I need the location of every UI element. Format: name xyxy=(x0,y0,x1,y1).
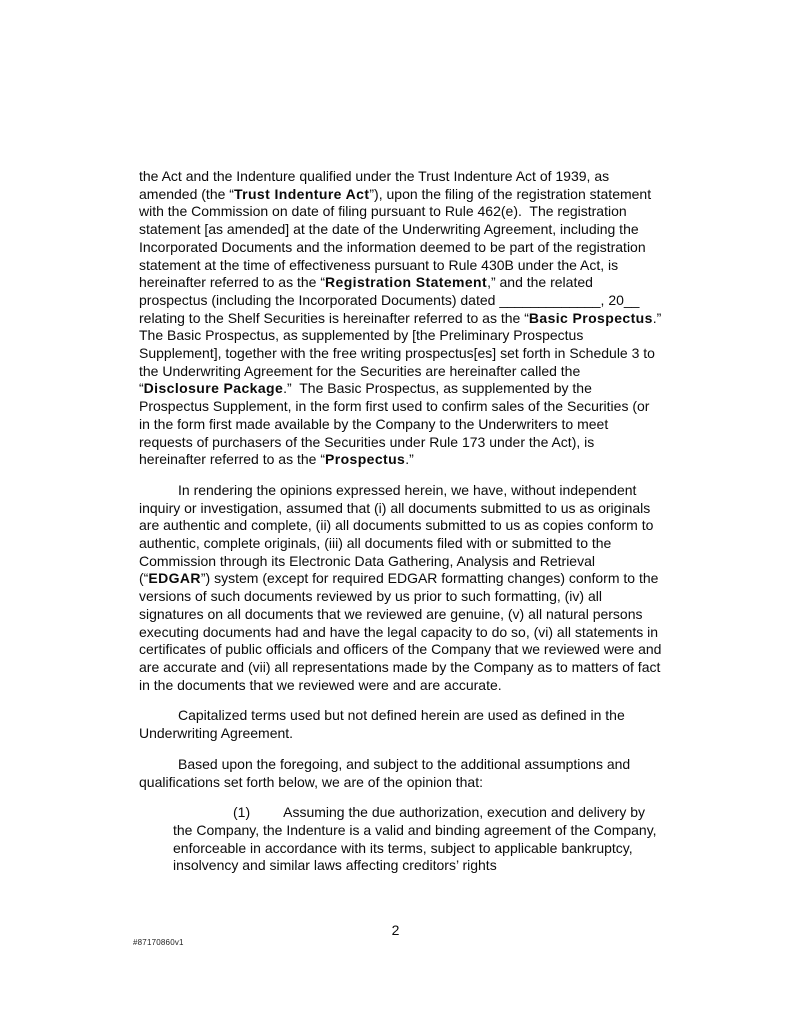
defined-term-edgar: EDGAR xyxy=(148,570,201,587)
opinion-item-number: (1) xyxy=(233,804,251,821)
paragraph-assumptions xyxy=(139,481,666,694)
paragraph-text: .” The Basic Prospectus, as supplemented by the Prospectus Supplement, in the form first used to confirm sales of the Securities (or in the form first made available by the Company to the Underwriters to meet requests of purchasers of the Securities under Rule 173 under the Act), is hereinafter referred to as the “ xyxy=(139,380,654,468)
page-number: 2 xyxy=(391,922,400,938)
opinion-item-text: Assuming the due authorization, execution and delivery by the Company, the Indenture is a valid and binding agreement of the Company, enforceable in accordance with its terms, subject to applicable bankruptcy, insolvency and similar laws affecting creditors’ rights xyxy=(173,804,661,874)
paragraph-text: .” The Basic Prospectus, as supplemented by [the Preliminary Prospectus Supplement], together with the free writing prospectus[es] set forth in Schedule 3 to the Underwriting Agreement for the Securities are hereinafter called the “ xyxy=(139,309,669,397)
paragraph-registration-statement xyxy=(139,168,669,469)
defined-term-disclosure-package: Disclosure Package xyxy=(143,380,284,397)
paragraph-text: .” xyxy=(405,451,414,468)
defined-term-prospectus: Prospectus xyxy=(325,451,406,468)
defined-term-trust-indenture-act: Trust Indenture Act xyxy=(233,185,370,202)
defined-term-registration-statement: Registration Statement xyxy=(325,274,488,291)
paragraph-text: the Act and the Indenture qualified under the Trust Indenture Act of 1939, as amended (the “ xyxy=(139,168,613,202)
paragraph-text: Based upon the foregoing, and subject to the additional assumptions and qualifications set forth below, we are of the opinion that: xyxy=(139,755,635,790)
opinion-item-1 xyxy=(173,804,663,875)
paragraph-opinion-lead-in xyxy=(139,756,663,791)
defined-term-basic-prospectus: Basic Prospectus xyxy=(528,309,653,326)
document-id-stamp: #87170860v1 xyxy=(133,938,184,947)
paragraph-text: Capitalized terms used but not defined herein are used as defined in the Underwriting Agreement. xyxy=(139,707,629,742)
paragraph-capitalized-terms xyxy=(139,707,663,742)
paragraph-text: ”), upon the filing of the registration statement with the Commission on date of filing pursuant to Rule 462(e). The registration statement [as amended] at the date of the Underwriting Agreement, including the Incorporated Documents and the information deemed to be part of the registration statement at the time of effectiveness pursuant to Rule 430B under the Act, is hereinafter referred to as the “ xyxy=(139,185,655,291)
paragraph-text: ”) system (except for required EDGAR formatting changes) conform to the versions of such documents reviewed by us prior to such formatting, (iv) all signatures on all documents that we reviewed are genuine, (v) all natural persons executing documents had and have the legal capacity to do so, (vi) all statements in certificates of public officials and officers of the Company that we reviewed were and are accurate and (vii) all representations made by the Company as to matters of fact in the documents that we reviewed were and are accurate. xyxy=(139,570,666,693)
paragraph-text: ,” and the related prospectus (including the Incorporated Documents) dated _____________, 20__ relating to the Shelf Securities is hereinafter referred to as the “ xyxy=(139,274,644,326)
document-body xyxy=(139,168,669,875)
paragraph-text: In rendering the opinions expressed herein, we have, without independent inquiry or investigation, assumed that (i) all documents submitted to us as originals are authentic and complete, (ii) all documents submitted to us as copies conform to authentic, complete originals, (iii) all documents filed with or submitted to the Commission through its Electronic Data Gathering, Analysis and Retrieval (“ xyxy=(139,481,658,587)
